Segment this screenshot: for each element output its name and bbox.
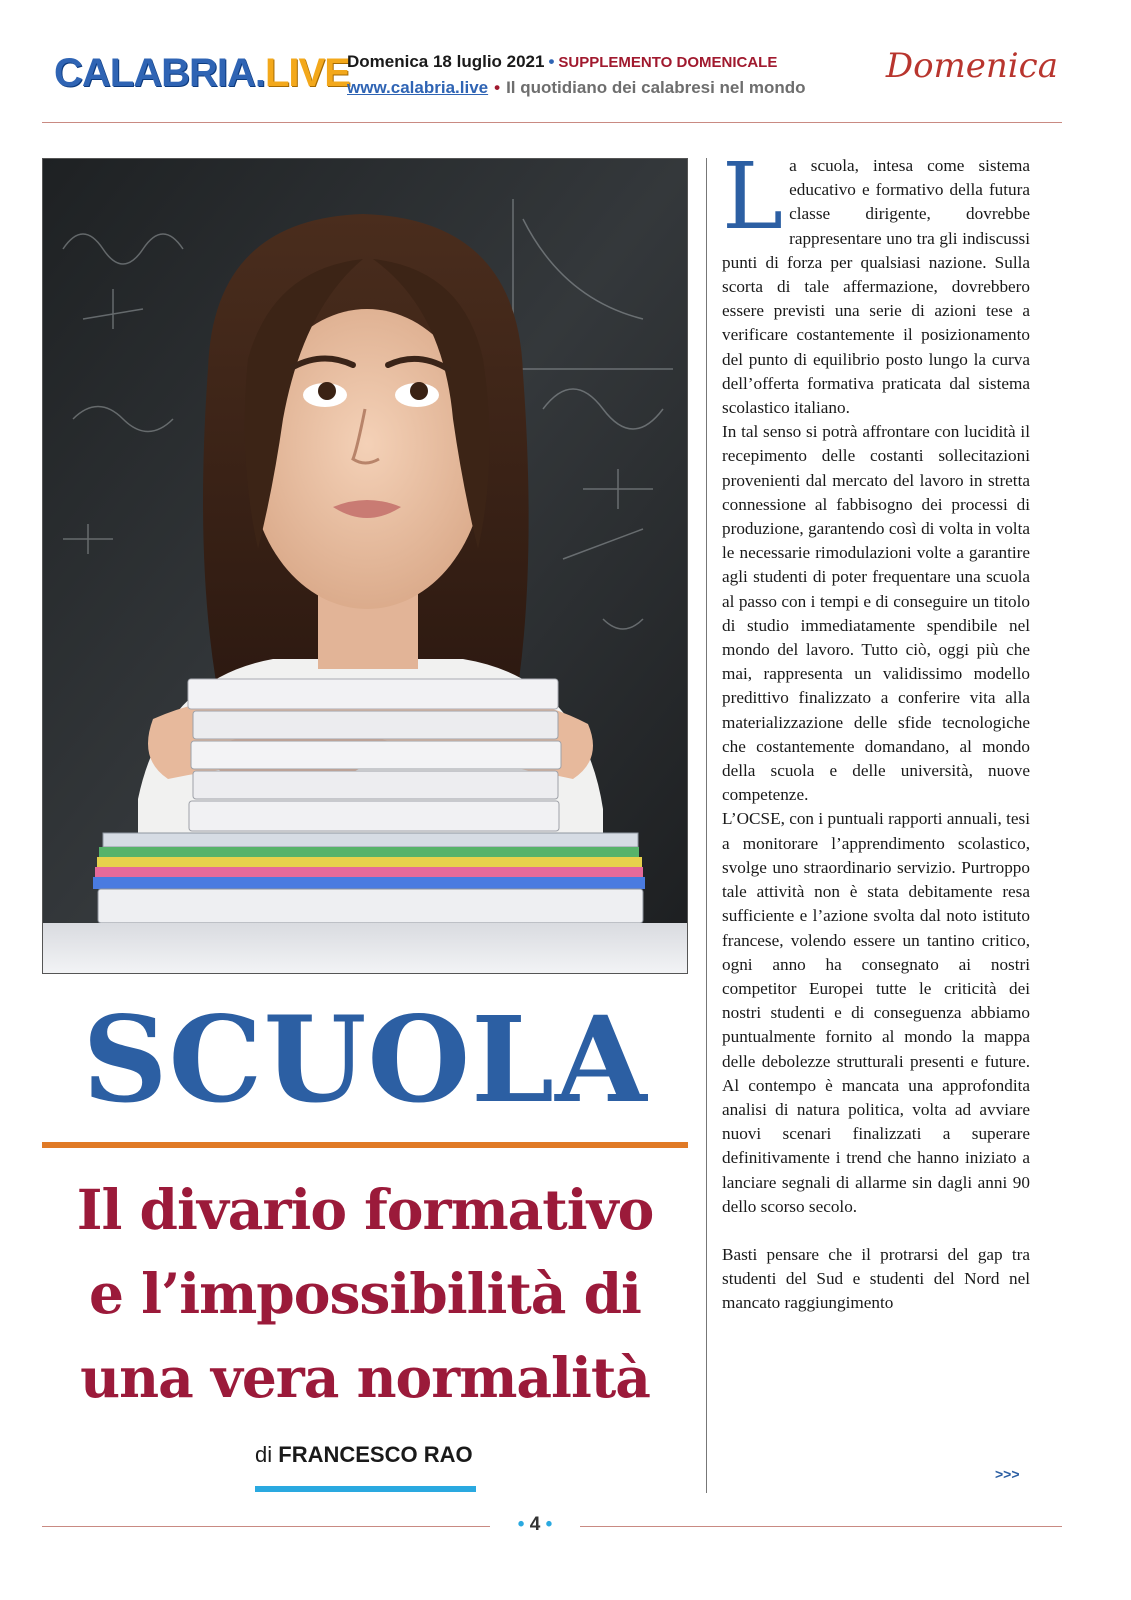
byline-underline (255, 1486, 476, 1492)
section-title-domenica: Domenica (885, 46, 1058, 86)
article-kicker: SCUOLA (82, 990, 648, 1129)
byline-prefix: di (255, 1442, 273, 1467)
page-number (490, 1514, 580, 1536)
column-divider (706, 158, 707, 1493)
paragraph-1-text: a scuola, intesa come sistema educativo e formativo della futura classe dirigente, dovrebbe rappresentare uno tra gli indiscussi punti di forza per qualsiasi nazione. Sulla scorta di tale affermazione, dovrebbero essere previsti una serie di azioni tese a verificare costantemente il posizionamento del punto di equilibrio posto lungo la curva dell’offerta formativa praticata dal sistema scolastico italiano. (722, 156, 1030, 418)
headline-line-2: e l’impossibilità di (89, 1261, 641, 1326)
article-paragraph-4: Basti pensare che il protrarsi del gap tra studenti del Sud e studenti del Nord nel mancato raggiungimento (722, 1244, 1030, 1313)
byline-author[interactable]: FRANCESCO RAO (278, 1442, 473, 1467)
header-divider (42, 122, 1062, 123)
page-dot-right: • (545, 1514, 553, 1535)
article-photo (42, 158, 688, 974)
site-url-link[interactable]: www.calabria.live (347, 78, 489, 97)
issue-date: Domenica 18 luglio 2021 (347, 52, 545, 71)
separator-dot-2: • (494, 78, 501, 97)
continue-arrow-link[interactable]: >>> (995, 1466, 1020, 1482)
supplement-label: SUPPLEMENTO DOMENICALE (558, 54, 778, 71)
logo-live: LIVE (264, 51, 350, 95)
footer-rule-left (42, 1526, 490, 1527)
masthead-info (347, 50, 806, 101)
separator-dot: • (548, 52, 555, 71)
kicker-divider (42, 1142, 688, 1148)
footer-rule-right (580, 1526, 1062, 1527)
article-paragraph-1 (722, 143, 1030, 420)
calabria-live-logo[interactable] (54, 48, 350, 98)
logo-calabria: CALABRIA. (54, 51, 265, 95)
masthead (42, 40, 1062, 122)
headline-line-3: una vera normalità (80, 1345, 650, 1410)
article-paragraph-3: L’OCSE, con i puntuali rapporti annuali, tesi a monitorare l’apprendimento scolastico, svolge uno straordinario servizio. Purtroppo tale attività non è stata debitamente resa sufficiente e l’azione svolta dal noto istituto francese, volendo essere un tantino critico, ogni anno ha consegnato ai nostri competitor Europei tutte le criticità dei nostri studenti e di conseguenza abbiamo puntualmente fornito al mondo la mappa delle debolezze strutturali presenti e future. Al contempo è mancata una approfondita analisi di natura politica, volta ad avviare nuovi scenari finalizzati a superare definitivamente i trend che hanno iniziato a lanciare segnali di allarme sin dagli anni 90 dello scorso secolo. (722, 809, 1030, 1216)
article-body (722, 143, 1030, 1316)
article-paragraph-2: In tal senso si potrà affrontare con lucidità il recepimento delle costanti sollecitazioni provenienti dal mercato del lavoro in stretta connessione al fabbisogno dei processi di produzione, garantendo così di volta in volta le necessarie rimodulazioni volte a garantire agli studenti di poter frequentare una scuola al passo con i tempi e di conseguire un titolo di studio immediatamente spendibile nel mondo del lavoro. Tutto ciò, oggi più che mai, rappresenta un validissimo modello predittivo finalizzato a conferire vita alla materializzazione delle sfide tecnologiche che costantemente domandano, al mondo della scuola e delle università, nuove competenze. (722, 422, 1030, 805)
dropcap: L (722, 143, 784, 250)
photo-student-with-books-icon (43, 159, 688, 974)
article-headline (42, 1168, 688, 1420)
headline-line-1: Il divario formativo (76, 1177, 654, 1242)
page-dot-left: • (517, 1514, 525, 1535)
byline (255, 1442, 473, 1468)
tagline: Il quotidiano dei calabresi nel mondo (506, 78, 806, 97)
page-number-value: 4 (529, 1514, 541, 1535)
